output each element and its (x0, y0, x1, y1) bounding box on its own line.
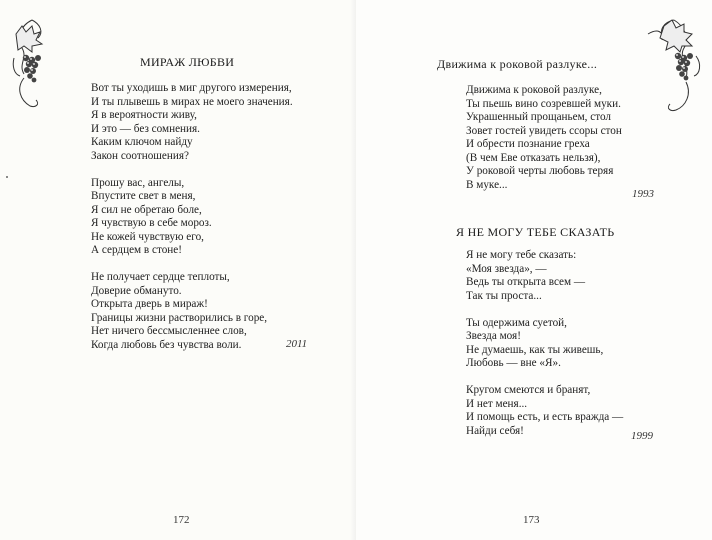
poem-line: И обрести познание греха (466, 138, 590, 150)
grapevine-icon (644, 16, 706, 114)
poem-line: Не получает сердце теплоты, (91, 271, 230, 283)
poem-line: Когда любовь без чувства воли. (91, 338, 242, 351)
page-number: 173 (523, 514, 540, 526)
stanza (466, 384, 623, 438)
poem-line: Я не могу тебе сказать: (466, 249, 577, 261)
stanza (466, 249, 623, 303)
poem-line: «Моя звезда», — (466, 262, 547, 275)
poem-line: Впустите свет в меня, (91, 190, 196, 202)
poem-year: 2011 (286, 338, 308, 350)
poem-line: Звезда моя! (466, 330, 521, 342)
poem-line: Закон соотношения? (91, 149, 189, 162)
poem-line: У роковой черты любовь теряя (466, 165, 614, 177)
stanza (91, 271, 293, 352)
poem-line: Ты одержима суетой, (466, 316, 567, 329)
poem-line: Украшенный прощаньем, стол (466, 111, 612, 123)
stanza (466, 317, 623, 371)
poem-line: (В чем Еве отказать нельзя), (466, 151, 601, 164)
right-page (356, 0, 712, 540)
poem-body (91, 82, 293, 366)
poem-line: Ведь ты открыта всем — (466, 276, 586, 288)
poem-line: Я в вероятности живу, (91, 109, 197, 121)
poem-line: Я чувствую в себе мороз. (91, 217, 212, 229)
poem-title: Я НЕ МОГУ ТЕБЕ СКАЗАТЬ (456, 225, 615, 239)
grapevine-icon (10, 18, 54, 110)
poem-body (466, 249, 623, 452)
poem-title: МИРАЖ ЛЮБВИ (140, 55, 235, 69)
poem-year: 1993 (632, 188, 654, 200)
poem-line: Вот ты уходишь в миг другого измерения, (91, 82, 292, 94)
stanza (91, 82, 293, 163)
poem-line: Не кожей чувствую его, (91, 230, 204, 243)
poem-line: Найди себя! (466, 424, 524, 437)
poem-line: Границы жизни растворились в горе, (91, 311, 268, 324)
stanza (466, 84, 622, 192)
poem-line: Открыта дверь в мираж! (91, 298, 208, 310)
poem-line: Зовет гостей увидеть ссоры стон (466, 124, 622, 137)
poem-line: Каким ключом найду (91, 136, 193, 148)
poem-line: И нет меня... (466, 397, 528, 410)
poem-line: Не думаешь, как ты живешь, (466, 343, 604, 356)
poem-line: Любовь — вне «Я». (466, 357, 561, 369)
poem-line: И ты плывешь в мирах не моего значения. (91, 95, 293, 108)
poem-line: Я сил не обретаю боле, (91, 203, 202, 216)
poem-line: В муке... (466, 178, 508, 191)
page-number: 172 (173, 514, 190, 526)
poem-line: Движима к роковой разлуке, (466, 84, 602, 96)
poem-line: Нет ничего бессмысленнее слов, (91, 325, 247, 337)
poem-title: Движима к роковой разлуке... (437, 57, 598, 71)
poem-line: И это — без сомнения. (91, 122, 200, 135)
poem-body (466, 84, 622, 206)
poem-line: Доверие обмануто. (91, 284, 182, 297)
poem-year: 1999 (631, 430, 653, 442)
poem-line: Ты пьешь вино созревшей муки. (466, 97, 621, 110)
poem-line: А сердцем в стоне! (91, 244, 182, 256)
paper-speck (6, 176, 8, 178)
poem-line: Так ты проста... (466, 289, 542, 302)
poem-line: Прошу вас, ангелы, (91, 176, 185, 189)
poem-line: Кругом смеются и бранят, (466, 384, 591, 396)
stanza (91, 177, 293, 258)
poem-line: И помощь есть, и есть вражда — (466, 411, 624, 423)
